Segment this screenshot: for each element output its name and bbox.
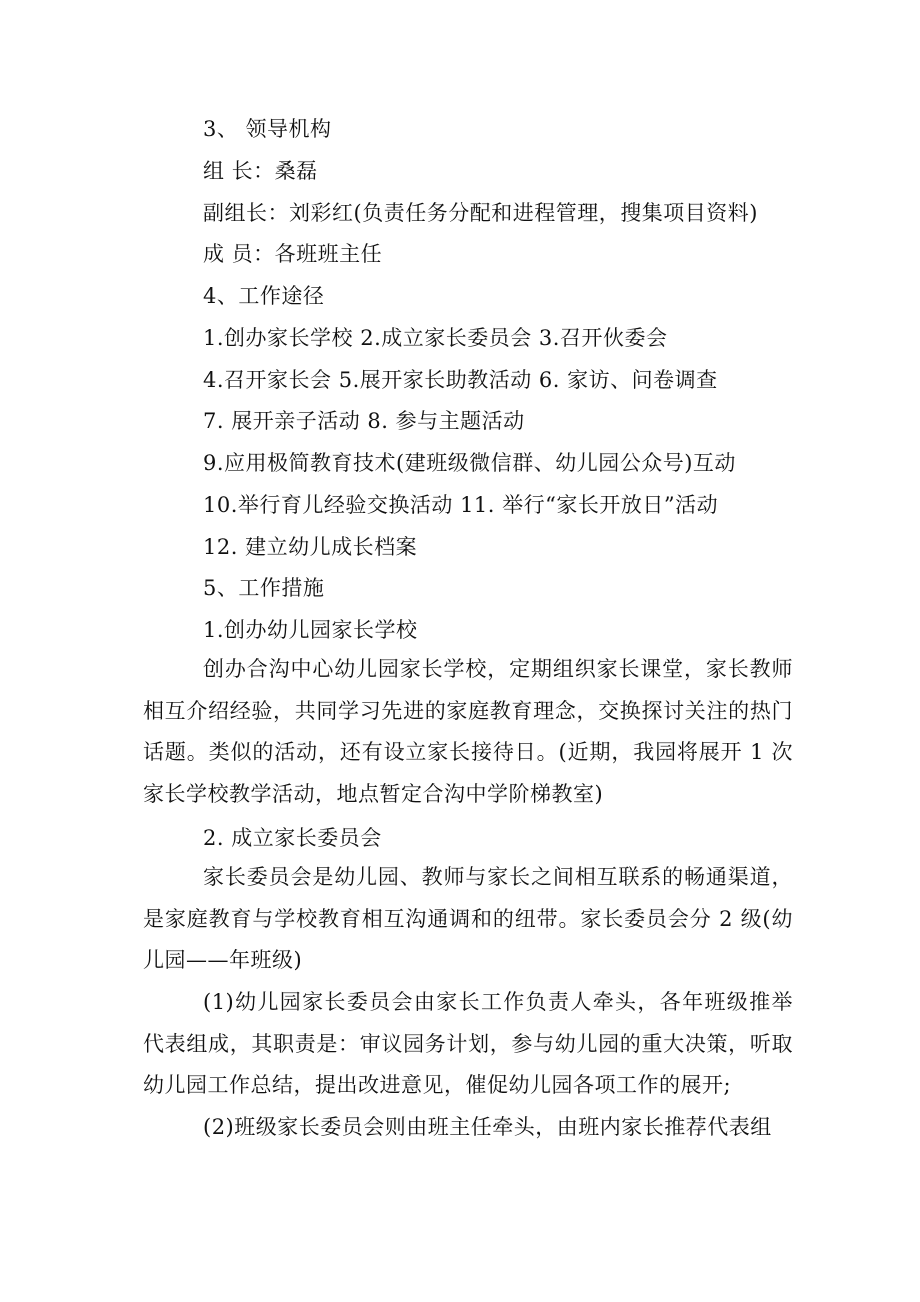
approach-list-item: 9.应用极简教育技术(建班级微信群、幼儿园公众号)互动 <box>203 451 736 475</box>
paragraph-class-committee: (2)班级家长委员会则由班主任牵头，由班内家长推荐代表组 <box>203 1115 772 1139</box>
subheading-parent-committee: 2. 成立家长委员会 <box>203 826 382 850</box>
section-heading-work-approaches: 4、工作途径 <box>203 284 325 308</box>
section-heading-work-measures: 5、工作措施 <box>203 576 325 600</box>
paragraph-kindergarten-committee: (1)幼儿园家长委员会由家长工作负责人牵头，各年班级推举代表组成，其职责是：审议园务计划，参与幼儿园的重大决策，听取幼儿园工作总结，提出改进意见，催促幼儿园各项工作的展开; <box>143 990 793 1097</box>
approach-list-item: 7. 展开亲子活动 8. 参与主题活动 <box>203 409 525 433</box>
paragraph-parent-committee: 家长委员会是幼儿园、教师与家长之间相互联系的畅通渠道，是家庭教育与学校教育相互沟通调和的纽带。家长委员会分 2 级(幼儿园——年班级) <box>143 865 793 972</box>
leader-line: 组 长：桑磊 <box>203 159 318 183</box>
approach-list-item: 12. 建立幼儿成长档案 <box>203 535 418 559</box>
deputy-leader-line: 副组长：刘彩红(负责任务分配和进程管理，搜集项目资料) <box>203 201 758 225</box>
section-heading-leadership: 3、 领导机构 <box>203 117 332 141</box>
paragraph-parent-school: 创办合沟中心幼儿园家长学校，定期组织家长课堂，家长教师相互介绍经验，共同学习先进的家庭教育理念，交换探讨关注的热门话题。类似的活动，还有设立家长接待日。(近期，我园将展开 1 次家长学校教学活动，地点暂定合沟中学阶梯教室) <box>143 657 793 806</box>
approach-list-item: 1.创办家长学校 2.成立家长委员会 3.召开伙委会 <box>203 326 668 350</box>
members-line: 成 员：各班班主任 <box>203 242 383 266</box>
approach-list-item: 10.举行育儿经验交换活动 11. 举行“家长开放日”活动 <box>203 493 719 517</box>
subheading-parent-school: 1.创办幼儿园家长学校 <box>203 618 418 642</box>
approach-list-item: 4.召开家长会 5.展开家长助教活动 6. 家访、问卷调查 <box>203 368 718 392</box>
